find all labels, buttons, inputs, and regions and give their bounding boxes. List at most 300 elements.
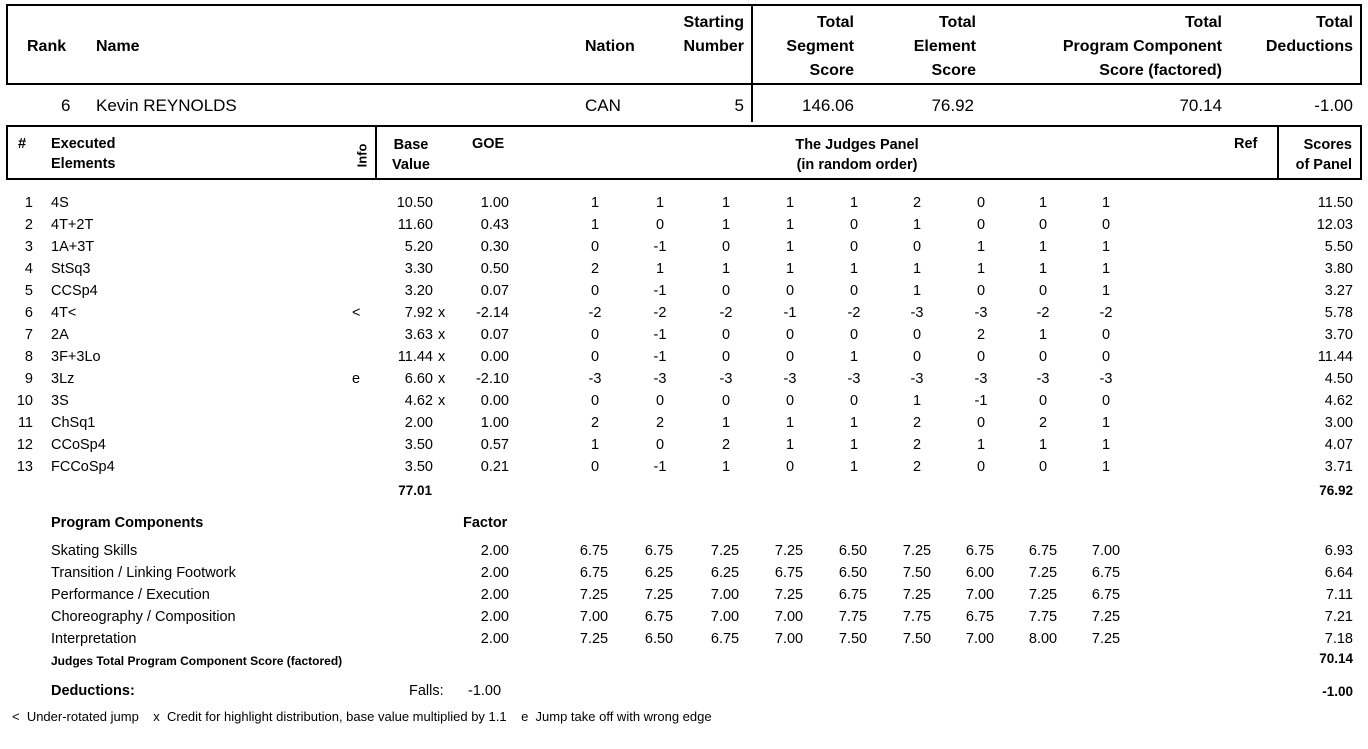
element-base-value: 3.30 [404,261,433,277]
element-panel-score: 3.70 [1324,327,1353,343]
element-panel-score: 3.00 [1324,415,1353,431]
judge-score: 0 [721,349,731,365]
element-bonus-mark: x [438,393,446,409]
judge-score: -1 [783,305,797,321]
judge-score: 1 [721,217,731,233]
judge-score: 2 [721,437,731,453]
judge-score: 0 [721,283,731,299]
judge-score: -3 [719,371,733,387]
component-panel-score: 7.18 [1324,631,1353,647]
judge-score: 1 [1101,261,1111,277]
judge-score: 0 [721,239,731,255]
element-number: 12 [16,437,33,453]
judge-score: 1 [590,437,600,453]
element-row [0,324,1368,346]
starting-number-label: Starting Number [683,14,744,55]
element-base-value: 3.63 [404,327,433,343]
component-judge-score: 8.00 [1028,631,1058,647]
element-panel-score: 3.80 [1324,261,1353,277]
element-number: 9 [24,371,33,387]
component-judge-score: 7.25 [1091,609,1121,625]
judge-score: 0 [655,437,665,453]
component-judge-score: 6.75 [838,587,868,603]
judge-score: 2 [912,415,922,431]
element-code: CCoSp4 [51,437,106,453]
factor-label: Factor [463,515,508,531]
judge-score: -2 [719,305,733,321]
judge-score: 1 [1038,261,1048,277]
component-judge-score: 7.25 [902,543,932,559]
element-code: 3S [51,393,69,409]
total-segment-score-label: Total Segment Score [786,14,854,79]
executed-elements-label: Executed Elements [51,136,116,172]
judge-score: -3 [783,371,797,387]
component-panel-score: 7.21 [1324,609,1353,625]
component-judge-score: 7.25 [1091,631,1121,647]
element-row [0,214,1368,236]
element-code: CCSp4 [51,283,98,299]
judge-score: 0 [590,327,600,343]
judge-score: -2 [1036,305,1050,321]
element-base-value: 2.00 [404,415,433,431]
judge-score: 0 [721,393,731,409]
component-judge-score: 6.75 [710,631,740,647]
element-panel-score: 5.50 [1324,239,1353,255]
judge-score: 0 [590,349,600,365]
element-code: StSq3 [51,261,91,277]
element-bonus-mark: x [438,327,446,343]
component-judge-score: 7.25 [579,631,609,647]
num-label: # [18,136,27,152]
element-row [0,192,1368,214]
component-judge-score: 7.75 [838,609,868,625]
element-row [0,434,1368,456]
skater-starting-number: 5 [734,96,744,115]
element-number: 6 [24,305,33,321]
judge-score: -2 [1099,305,1113,321]
element-panel-score: 11.50 [1317,195,1353,211]
element-row [0,280,1368,302]
judge-score: -3 [588,371,602,387]
name-label: Name [96,38,140,55]
judge-score: 1 [655,261,665,277]
base-value-label: Base Value [392,137,430,173]
judge-score: -2 [847,305,861,321]
element-panel-score: 12.03 [1316,217,1353,233]
element-base-value: 3.20 [404,283,433,299]
component-judge-score: 7.00 [774,631,804,647]
judge-score: 1 [785,195,795,211]
component-judge-score: 7.00 [710,587,740,603]
component-panel-score: 6.93 [1324,543,1353,559]
judge-score: 0 [1038,349,1048,365]
element-row [0,346,1368,368]
element-base-value: 11.44 [397,349,433,365]
component-factor: 2.00 [480,565,509,581]
judge-score: 2 [590,261,600,277]
component-judge-score: 7.75 [902,609,932,625]
scores-divider [1277,125,1279,180]
component-judge-score: 6.25 [644,565,674,581]
element-goe: 0.50 [480,261,509,277]
component-judge-score: 7.00 [710,609,740,625]
total-deductions-label: Total Deductions [1265,14,1353,55]
component-judge-score: 6.75 [1091,565,1121,581]
judge-score: 1 [785,415,795,431]
element-base-value: 3.50 [404,459,433,475]
element-panel-score: 4.62 [1324,393,1353,409]
legend: < Under-rotated jump x Credit for highlight distribution, base value multiplied by 1.1 e Jump take off with wrong edge [12,709,712,724]
component-panel-score: 7.11 [1325,587,1353,603]
component-judge-score: 6.75 [965,609,995,625]
judge-score: -1 [653,239,667,255]
nation-label: Nation [585,38,635,55]
program-component-row [0,562,1368,584]
component-factor: 2.00 [480,631,509,647]
judge-score: 0 [849,217,859,233]
judge-score: 0 [590,283,600,299]
judge-score: 1 [849,415,859,431]
judge-score: 0 [1038,459,1048,475]
element-row [0,236,1368,258]
element-goe: 1.00 [480,415,509,431]
judge-score: -1 [653,349,667,365]
element-goe: 0.00 [480,349,509,365]
element-number: 1 [24,195,33,211]
element-base-value: 4.62 [404,393,433,409]
judges-panel-label: The Judges Panel (in random order) [795,137,919,173]
element-row [0,302,1368,324]
component-factor: 2.00 [480,609,509,625]
judge-score: 0 [849,327,859,343]
judge-score: 1 [912,393,922,409]
judge-score: 0 [785,393,795,409]
judge-score: 0 [785,459,795,475]
component-judge-score: 6.50 [838,565,868,581]
component-factor: 2.00 [480,543,509,559]
element-code: FCCoSp4 [51,459,115,475]
judge-score: 1 [721,261,731,277]
skater-rank: 6 [61,96,71,115]
element-row [0,412,1368,434]
judge-score: 1 [1038,327,1048,343]
judge-score: 0 [976,415,986,431]
element-base-value: 5.20 [404,239,433,255]
component-judge-score: 6.75 [579,565,609,581]
component-judge-score: 6.75 [1091,587,1121,603]
component-factor: 2.00 [480,587,509,603]
element-panel-score: 3.71 [1324,459,1353,475]
judge-score: 1 [912,261,922,277]
total-element-score-label: Total Element Score [913,14,976,79]
skater-total-pcs: 70.14 [1179,96,1222,115]
judge-score: 1 [721,195,731,211]
element-panel-score: 4.50 [1324,371,1353,387]
element-goe: -2.14 [475,305,509,321]
summary-divider [751,4,753,122]
judge-score: 1 [849,349,859,365]
judge-score: 1 [1038,239,1048,255]
judge-score: -3 [910,305,924,321]
component-judge-score: 6.75 [965,543,995,559]
element-goe: -2.10 [475,371,509,387]
element-goe: 0.07 [480,283,509,299]
judge-score: 1 [1038,437,1048,453]
judge-score: 2 [976,327,986,343]
base-value-total: 77.01 [398,483,432,498]
element-code: 2A [51,327,69,343]
element-number: 13 [16,459,33,475]
judge-score: 1 [1101,437,1111,453]
skater-name: Kevin REYNOLDS [96,96,237,115]
judge-score: 0 [912,239,922,255]
judge-score: 1 [590,217,600,233]
component-judge-score: 6.75 [774,565,804,581]
component-judge-score: 7.50 [902,631,932,647]
scores-of-panel-label: Scores of Panel [1295,137,1352,173]
judge-score: 0 [976,459,986,475]
element-number: 2 [24,217,33,233]
judge-score: 0 [912,327,922,343]
component-judge-score: 6.75 [579,543,609,559]
component-judge-score: 7.25 [710,543,740,559]
ref-label: Ref [1234,136,1258,152]
judge-score: 1 [976,437,986,453]
element-info: < [352,305,361,321]
judge-score: 0 [976,349,986,365]
element-row [0,258,1368,280]
judge-score: 0 [912,349,922,365]
element-number: 8 [24,349,33,365]
judge-score: 0 [785,283,795,299]
judge-score: 1 [655,195,665,211]
judge-score: 1 [1101,459,1111,475]
element-panel-score: 4.07 [1324,437,1353,453]
judge-score: -1 [653,459,667,475]
judge-score: 1 [1038,195,1048,211]
component-judge-score: 7.75 [1028,609,1058,625]
element-goe: 0.57 [480,437,509,453]
element-panel-score: 11.44 [1317,349,1353,365]
judge-score: 2 [912,195,922,211]
judge-score: -1 [974,393,988,409]
rank-label: Rank [27,38,67,55]
element-bonus-mark: x [438,371,446,387]
program-component-row [0,606,1368,628]
element-code: ChSq1 [51,415,96,431]
element-code: 1A+3T [51,239,95,255]
judge-score: 0 [1101,217,1111,233]
element-number: 5 [24,283,33,299]
component-judge-score: 6.25 [710,565,740,581]
component-judge-score: 7.50 [838,631,868,647]
element-code: 4S [51,195,69,211]
judge-score: 1 [590,195,600,211]
judge-score: 1 [1101,415,1111,431]
judge-score: 0 [785,327,795,343]
component-judge-score: 7.25 [1028,565,1058,581]
judge-score: 0 [590,239,600,255]
element-goe: 0.00 [480,393,509,409]
judge-score: -3 [974,305,988,321]
judge-score: 0 [721,327,731,343]
judge-score: 1 [721,415,731,431]
judge-score: 0 [655,393,665,409]
pcs-total-value: 70.14 [1319,651,1353,666]
judge-score: 2 [1038,415,1048,431]
element-base-value: 6.60 [404,371,433,387]
judge-score: -3 [910,371,924,387]
judge-score: 0 [1101,393,1111,409]
goe-label: GOE [472,136,505,152]
component-name: Choreography / Composition [51,609,236,625]
element-base-value: 11.60 [397,217,433,233]
skater-total-deductions: -1.00 [1314,96,1353,115]
judge-score: 1 [849,261,859,277]
component-judge-score: 7.00 [774,609,804,625]
element-panel-score: 3.27 [1324,283,1353,299]
deductions-total: -1.00 [1322,684,1353,699]
component-name: Performance / Execution [51,587,210,603]
component-judge-score: 6.75 [644,543,674,559]
element-base-value: 10.50 [396,195,433,211]
program-component-row [0,540,1368,562]
judge-score: -3 [653,371,667,387]
judge-score: 2 [912,459,922,475]
component-judge-score: 7.00 [965,587,995,603]
element-number: 11 [17,415,33,431]
element-goe: 1.00 [480,195,509,211]
info-divider [375,125,377,180]
judge-score: 0 [1101,327,1111,343]
component-judge-score: 6.75 [1028,543,1058,559]
judge-score: 1 [912,217,922,233]
judge-score: -3 [847,371,861,387]
judge-score: 0 [849,393,859,409]
component-judge-score: 7.25 [1028,587,1058,603]
judge-score: -1 [653,327,667,343]
judge-score: 1 [721,459,731,475]
component-name: Skating Skills [51,543,138,559]
judge-score: 0 [976,217,986,233]
component-judge-score: 7.25 [774,587,804,603]
element-number: 4 [24,261,33,277]
element-code: 4T< [51,305,77,321]
element-number: 7 [24,327,33,343]
judge-score: -3 [974,371,988,387]
judge-score: -2 [653,305,667,321]
judge-score: 0 [1038,283,1048,299]
judge-score: 0 [655,217,665,233]
judge-score: 0 [590,459,600,475]
judge-score: -2 [588,305,602,321]
judge-score: 1 [1101,195,1111,211]
component-judge-score: 7.25 [644,587,674,603]
judge-score: 0 [590,393,600,409]
element-base-value: 7.92 [404,305,433,321]
element-score-total: 76.92 [1319,483,1353,498]
element-row [0,456,1368,478]
component-judge-score: 6.50 [838,543,868,559]
judge-score: 1 [785,217,795,233]
judge-score: 1 [785,239,795,255]
judge-score: 0 [1038,217,1048,233]
element-base-value: 3.50 [404,437,433,453]
element-panel-score: 5.78 [1324,305,1353,321]
judge-score: 1 [976,261,986,277]
program-components-title: Program Components [51,515,204,531]
judge-score: 1 [849,195,859,211]
element-goe: 0.43 [480,217,509,233]
element-row [0,368,1368,390]
judge-score: 1 [849,437,859,453]
pcs-total-label: Judges Total Program Component Score (factored) [51,654,343,668]
component-judge-score: 7.00 [965,631,995,647]
component-judge-score: 6.50 [644,631,674,647]
elements-header-box [6,125,1362,180]
component-judge-score: 7.00 [579,609,609,625]
element-info: e [352,371,361,387]
program-component-row [0,584,1368,606]
element-code: 4T+2T [51,217,94,233]
element-goe: 0.21 [480,459,509,475]
component-judge-score: 7.25 [579,587,609,603]
component-judge-score: 7.50 [902,565,932,581]
component-panel-score: 6.64 [1324,565,1353,581]
judge-score: 0 [1101,349,1111,365]
component-judge-score: 7.25 [774,543,804,559]
total-pcs-label: Total Program Component Score (factored) [1062,14,1222,79]
skater-total-segment-score: 146.06 [802,96,854,115]
judge-score: 0 [976,283,986,299]
element-bonus-mark: x [438,349,446,365]
element-row [0,390,1368,412]
judge-score: 1 [976,239,986,255]
judge-score: 0 [785,349,795,365]
element-goe: 0.07 [480,327,509,343]
judge-score: 0 [976,195,986,211]
judge-score: 1 [1101,239,1111,255]
judge-score: 2 [655,415,665,431]
judge-score: 1 [1101,283,1111,299]
component-judge-score: 6.75 [644,609,674,625]
element-code: 3Lz [51,371,75,387]
component-judge-score: 7.00 [1091,543,1121,559]
judge-score: 2 [590,415,600,431]
program-component-row [0,628,1368,650]
judge-score: 1 [912,283,922,299]
component-name: Interpretation [51,631,137,647]
judge-score: 0 [849,283,859,299]
falls-value: -1.00 [468,683,502,699]
info-label: Info [354,143,370,168]
judge-score: -1 [653,283,667,299]
skater-nation: CAN [585,96,621,115]
deductions-label: Deductions: [51,683,135,699]
element-bonus-mark: x [438,305,446,321]
judge-score: -3 [1036,371,1050,387]
judge-score: 0 [1038,393,1048,409]
element-goe: 0.30 [480,239,509,255]
element-number: 3 [24,239,33,255]
component-name: Transition / Linking Footwork [51,565,236,581]
judge-score: 2 [912,437,922,453]
judge-score: 1 [849,459,859,475]
component-judge-score: 7.25 [902,587,932,603]
judge-score: 1 [785,437,795,453]
falls-label: Falls: [409,683,444,699]
element-code: 3F+3Lo [51,349,101,365]
